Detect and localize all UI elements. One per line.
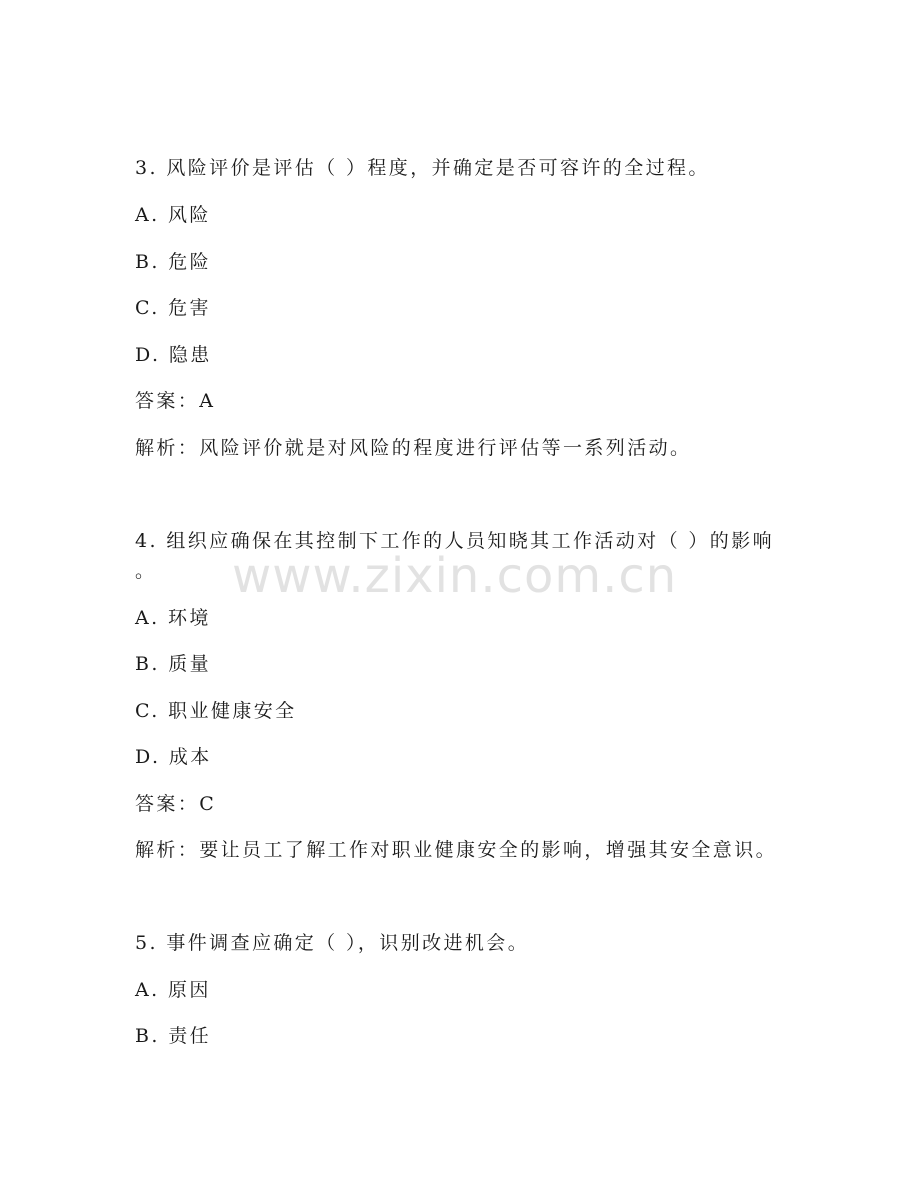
watermark: www.zixin.com.cn [232, 548, 678, 604]
question-4-option-c: C. 职业健康安全 [135, 700, 297, 722]
question-3-answer: 答案：A [135, 390, 216, 412]
question-4-answer: 答案：C [135, 793, 217, 815]
question-4-stem: 4. 组织应确保在其控制下工作的人员知晓其工作活动对（ ）的影响 [135, 530, 775, 552]
question-3-stem: 3. 风险评价是评估（ ）程度，并确定是否可容许的全过程。 [135, 157, 710, 179]
question-5-option-a: A. 原因 [135, 979, 211, 1001]
question-4-option-b: B. 质量 [135, 653, 212, 675]
question-5-option-b: B. 责任 [135, 1025, 212, 1047]
question-4-option-d: D. 成本 [135, 746, 212, 768]
question-4-stem-continued: 。 [135, 560, 157, 582]
question-3-analysis: 解析：风险评价就是对风险的程度进行评估等一系列活动。 [135, 437, 692, 459]
question-3-option-d: D. 隐患 [135, 344, 212, 366]
question-3-option-c: C. 危害 [135, 297, 211, 319]
question-5-stem: 5. 事件调查应确定（ ），识别改进机会。 [135, 932, 530, 954]
question-3-option-b: B. 危险 [135, 251, 212, 273]
question-4-analysis: 解析：要让员工了解工作对职业健康安全的影响，增强其安全意识。 [135, 839, 778, 861]
question-3-option-a: A. 风险 [135, 204, 211, 226]
question-4-option-a: A. 环境 [135, 607, 211, 629]
